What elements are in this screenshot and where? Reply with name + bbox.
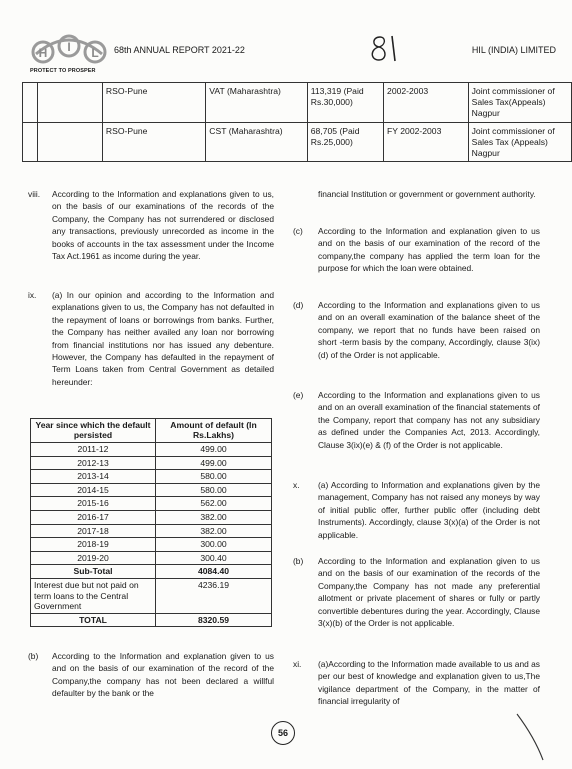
table-cell: 113,319 (Paid Rs.30,000)	[307, 83, 383, 123]
subtotal-row	[31, 565, 272, 579]
table-row	[31, 456, 272, 470]
clause-ix-text: (a) In our opinion and according to the Information and explanations given to us, the Company has not defaulted in the repayment of loans or borrowings from banks. Further, the Company has neither availed any loan nor borrowing from financial institutions nor has issued any debenture. However, the Company has defaulted in the repayment of Term Loans taken from Central Government as detailed hereunder:	[52, 290, 274, 387]
table-row	[31, 551, 272, 565]
page-number: 56	[271, 721, 295, 745]
table-cell: 2019-20	[31, 551, 156, 565]
table-cell: RSO-Pune	[102, 122, 205, 162]
table-cell: 580.00	[156, 483, 272, 497]
table-cell: 2012-13	[31, 456, 156, 470]
table-cell: 8320.59	[156, 613, 272, 627]
table-cell: CST (Maharashtra)	[206, 122, 307, 162]
table-cell	[38, 83, 102, 123]
table-cell: RSO-Pune	[102, 83, 205, 123]
clause-number: (d)	[293, 300, 304, 310]
table-row	[31, 497, 272, 511]
table-cell: Joint commissioner of Sales Tax(Appeals) Nagpur	[468, 83, 571, 123]
table-cell: 68,705 (Paid Rs.25,000)	[307, 122, 383, 162]
company-name: HIL (INDIA) LIMITED	[471, 45, 556, 55]
table-row	[31, 510, 272, 524]
clause-continuation-text: financial Institution or government or government authority.	[318, 189, 536, 199]
clause-number: (b)	[293, 556, 304, 566]
table-cell	[38, 122, 102, 162]
table-cell: TOTAL	[31, 613, 156, 627]
logo-tagline: PROTECT TO PROSPER	[30, 68, 96, 74]
table-row	[31, 483, 272, 497]
table-cell: 4236.19	[156, 578, 272, 613]
clause-number: ix.	[28, 290, 37, 300]
table-cell: 300.40	[156, 551, 272, 565]
table-cell: 2013-14	[31, 470, 156, 484]
table-cell	[23, 83, 38, 123]
table-cell: 382.00	[156, 524, 272, 538]
table-cell: 2016-17	[31, 510, 156, 524]
table-header-row	[31, 419, 272, 443]
clause-number: (b)	[28, 651, 39, 661]
table-cell: 4084.40	[156, 565, 272, 579]
report-title: 68th ANNUAL REPORT 2021-22	[114, 45, 245, 55]
svg-text:L: L	[91, 46, 99, 60]
table-cell: 580.00	[156, 470, 272, 484]
clause-ix-d-text: According to the Information and explanations given to us and on an overall examination of the balance sheet of the company, we report that no funds have been raised on short -term basis by the company, Accordingly, clause 3(ix)(d) of the Order is not applicable.	[318, 300, 540, 360]
pen-mark	[515, 712, 545, 762]
table-cell: 2002-2003	[384, 83, 469, 123]
table-row	[31, 538, 272, 552]
table-cell: 2015-16	[31, 497, 156, 511]
clause-ix-b-text: According to the Information and explanation given to us and on the basis of our examination of the record of the Company,the company has not been declared a willful defaulter by the bank or the	[52, 651, 274, 699]
svg-text:H: H	[38, 46, 48, 60]
table-cell: FY 2002-2003	[384, 122, 469, 162]
table-row	[23, 83, 572, 123]
clause-number: (c)	[293, 226, 303, 236]
clause-x-a-text: (a) According to Information and explanations given by the management, Company has not raised any moneys by way of initial public offer, further public offer (including debt Instruments). Accordingly, clause 3(x)(a) of the Order is not applicable.	[318, 480, 540, 540]
total-row	[31, 613, 272, 627]
clause-number: (e)	[293, 390, 304, 400]
table-cell: 499.00	[156, 443, 272, 457]
tax-dues-table	[22, 82, 572, 162]
clause-ix-c-text: According to the Information and explanation given to us and on the basis of our examination of the record of the company,the company has applied the term loan for the purpose for which the loan were obtained.	[318, 226, 540, 274]
table-cell: Sub-Total	[31, 565, 156, 579]
table-cell: 562.00	[156, 497, 272, 511]
table-cell: Interest due but not paid on term loans to the Central Government	[31, 578, 156, 613]
table-row	[23, 122, 572, 162]
handwritten-page-note	[368, 33, 402, 63]
table-row	[31, 470, 272, 484]
interest-row	[31, 578, 272, 613]
clause-ix-e-text: According to the Information and explanations given to us and on an overall examination of the financial statements of the Company, report that company has not any subsidiary as defined under the Companies Act, 2013. Accordingly, Clause 3(ix)(e) & (f) of the Order is not applicable.	[318, 390, 540, 450]
column-header: Year since which the default persisted	[31, 419, 156, 443]
table-cell: 2018-19	[31, 538, 156, 552]
table-cell: 2011-12	[31, 443, 156, 457]
clause-number: xi.	[293, 659, 302, 669]
table-cell: Joint commissioner of Sales Tax (Appeals) Nagpur	[468, 122, 571, 162]
clause-xi-text: (a)According to the Information made available to us and as per our best of knowledge and explanation given to us,The vigilance department of the Company, in the matter of financial irregularity of	[318, 659, 540, 707]
table-cell	[23, 122, 38, 162]
clause-number: viii.	[28, 189, 41, 199]
table-cell: VAT (Maharashtra)	[206, 83, 307, 123]
company-logo	[30, 30, 108, 70]
clause-x-b-text: According to the Information and explanation given to us and on the basis of our examination of the records of the Company,the Company has not made any preferential allotment or private placement of shares or fully or partly convertible debentures during the year. Accordingly, Clause 3(x)(b) of the Order is not applicable.	[318, 556, 540, 629]
column-header: Amount of default (In Rs.Lakhs)	[156, 419, 272, 443]
table-cell: 499.00	[156, 456, 272, 470]
table-cell: 382.00	[156, 510, 272, 524]
clause-viii-text: According to the Information and explanations given to us, on the basis of our examinations of the records of the Company, the Company has not surrendered or disclosed any transactions, previously unrecorded as income in the books of accounts in the tax assessment under the Income Tax Act.1961 as income during the year.	[52, 189, 274, 262]
default-table	[30, 418, 272, 627]
svg-text:I: I	[67, 40, 71, 54]
table-row	[31, 443, 272, 457]
table-cell: 2014-15	[31, 483, 156, 497]
clause-number: x.	[293, 480, 300, 490]
table-cell: 300.00	[156, 538, 272, 552]
table-cell: 2017-18	[31, 524, 156, 538]
table-row	[31, 524, 272, 538]
